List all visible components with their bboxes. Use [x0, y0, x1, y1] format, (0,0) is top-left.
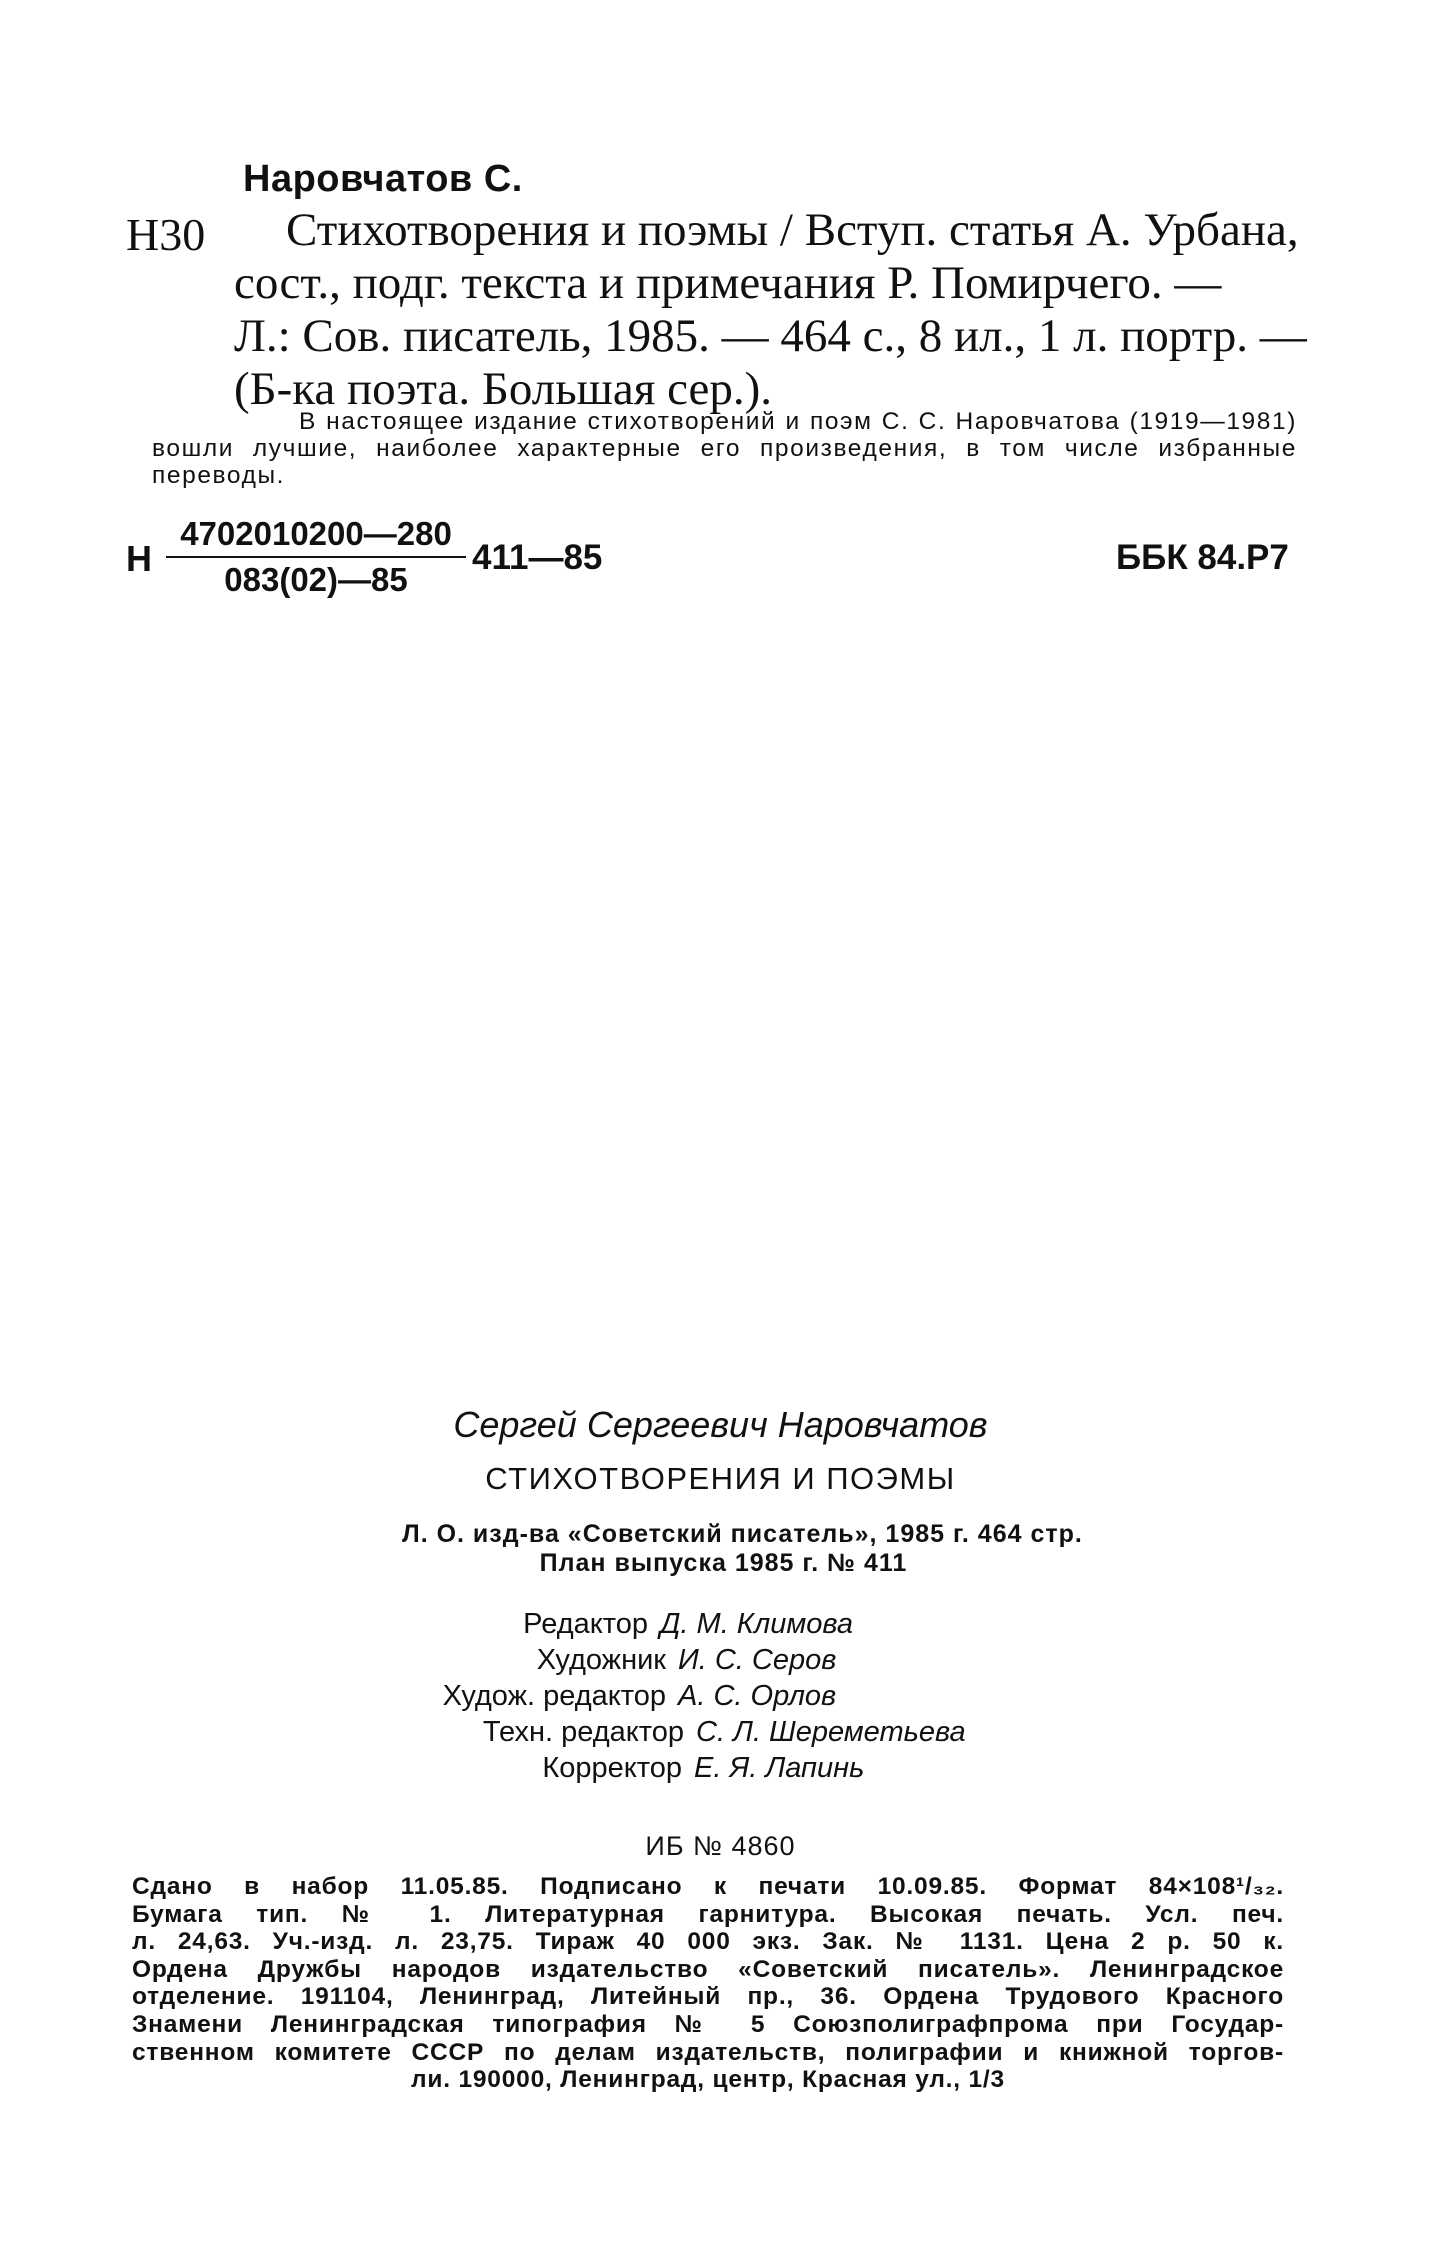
- credits-list: [0, 1606, 1441, 1786]
- catalog-annotation: В настоящее издание стихотворений и поэм С. С. Наровчатова (1919—1981) вошли лучшие, наиболее характерные его произведения, в том числе избранные переводы.: [152, 408, 1297, 489]
- credit-name: А. С. Орлов: [678, 1680, 837, 1712]
- biblio-line: сост., подг. текста и примечания Р. Помирчего. —: [234, 257, 1222, 309]
- technical-data: [132, 1873, 1284, 2094]
- formula-code: 411—85: [472, 538, 603, 577]
- tech-line: л. 24,63. Уч.-изд. л. 23,75. Тираж 40 000 экз. Зак. № 1131. Цена 2 р. 50 к.: [132, 1928, 1284, 1956]
- credit-row: [0, 1714, 1441, 1750]
- plan-line: План выпуска 1985 г. № 411: [539, 1549, 908, 1577]
- imprint-title: СТИХОТВОРЕНИЯ И ПОЭМЫ: [485, 1461, 956, 1496]
- credit-role: Художник: [536, 1644, 666, 1676]
- tech-line: Ордена Дружбы народов издательство «Советский писатель». Ленинградское: [132, 1955, 1284, 1983]
- fraction-bar: [166, 556, 466, 558]
- catalog-author-heading: Наровчатов С.: [243, 158, 523, 200]
- credit-row: [0, 1642, 1441, 1678]
- credit-name: И. С. Серов: [678, 1644, 837, 1676]
- bbk-code: ББК 84.Р7: [1116, 538, 1289, 577]
- catalog-index-code: Н30: [126, 209, 206, 260]
- credit-role: Худож. редактор: [442, 1680, 666, 1712]
- tech-line: Знамени Ленинградская типография № 5 Союзполиграфпрома при Государ-: [132, 2010, 1284, 2038]
- catalog-bibliographic-description: [234, 204, 1314, 416]
- biblio-line: Л.: Сов. писатель, 1985. — 464 с., 8 ил., 1 л. портр. —: [234, 310, 1307, 362]
- tech-line: ственном комитете СССР по делам издательств, полиграфии и книжной торгов-: [132, 2038, 1284, 2066]
- formula-denominator: 083(02)—85: [224, 561, 408, 598]
- tech-line: ли. 190000, Ленинград, центр, Красная ул., 1/3: [411, 2066, 1005, 2094]
- biblio-line: (Б-ка поэта. Большая сер.).: [234, 363, 773, 415]
- credit-role: Редактор: [523, 1608, 648, 1640]
- credit-row: [0, 1606, 1441, 1642]
- tech-line: Бумага тип. № 1. Литературная гарнитура. Высокая печать. Усл. печ.: [132, 1900, 1284, 1928]
- formula-fraction: [166, 514, 466, 600]
- credit-row: [0, 1750, 1441, 1786]
- formula-letter: Н: [126, 538, 152, 579]
- imprint-author: Сергей Сергеевич Наровчатов: [453, 1404, 988, 1445]
- credit-name: С. Л. Шереметьева: [696, 1716, 966, 1748]
- credit-role: Техн. редактор: [482, 1716, 684, 1748]
- biblio-line: Стихотворения и поэмы / Вступ. статья А. Урбана,: [286, 204, 1299, 256]
- credit-row: [0, 1678, 1441, 1714]
- ib-number: ИБ № 4860: [645, 1831, 796, 1861]
- publisher-line: Л. О. изд-ва «Советский писатель», 1985 г. 464 стр.: [402, 1520, 1083, 1548]
- credit-name: Д. М. Климова: [660, 1608, 854, 1640]
- tech-line: Сдано в набор 11.05.85. Подписано к печати 10.09.85. Формат 84×108¹/₃₂.: [132, 1873, 1284, 1900]
- credit-role: Корректор: [542, 1752, 682, 1784]
- publisher-info: [0, 1520, 1441, 1578]
- formula-numerator: 4702010200—280: [180, 515, 452, 552]
- credit-name: Е. Я. Лапинь: [694, 1752, 865, 1784]
- tech-line: отделение. 191104, Ленинград, Литейный пр., 36. Ордена Трудового Красного: [132, 1983, 1284, 2011]
